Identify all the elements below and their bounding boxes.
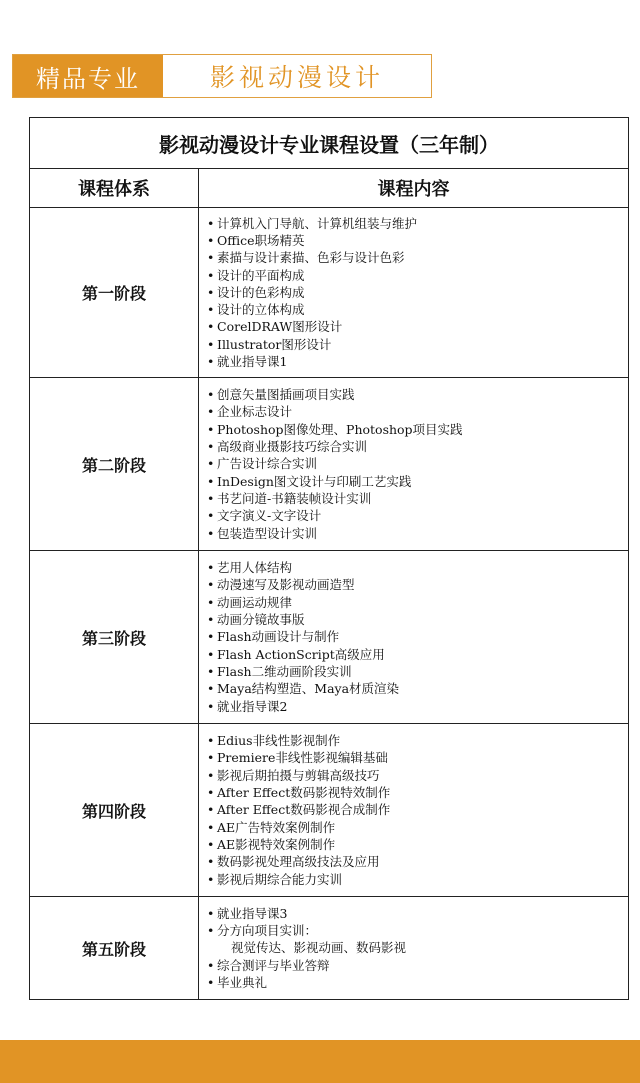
course-item: • Edius非线性影视制作 [207, 732, 628, 749]
course-item: • 设计的立体构成 [207, 301, 628, 318]
course-item: • InDesign图文设计与印刷工艺实践 [207, 473, 628, 490]
course-item: • 就业指导课2 [207, 698, 628, 715]
course-item: • Photoshop图像处理、Photoshop项目实践 [207, 421, 628, 438]
stage-name: 第一阶段 [30, 208, 199, 378]
column-header-content: 课程内容 [199, 169, 629, 208]
stage-name: 第二阶段 [30, 378, 199, 551]
course-item: • 素描与设计素描、色彩与设计色彩 [207, 249, 628, 266]
course-item: • 分方向项目实训： [207, 922, 628, 939]
course-item: • AE影视特效案例制作 [207, 836, 628, 853]
course-item: • 创意矢量图插画项目实践 [207, 386, 628, 403]
course-item: • 企业标志设计 [207, 403, 628, 420]
course-item: • Flash动画设计与制作 [207, 628, 628, 645]
course-item: • 文字演义-文字设计 [207, 507, 628, 524]
course-item: • After Effect数码影视合成制作 [207, 801, 628, 818]
stage-content [199, 551, 629, 724]
course-item: • Illustrator图形设计 [207, 336, 628, 353]
course-item: • Flash ActionScript高级应用 [207, 646, 628, 663]
table-row [30, 897, 629, 1000]
course-item: • 影视后期综合能力实训 [207, 871, 628, 888]
course-item: • 综合测评与毕业答辩 [207, 957, 628, 974]
table-title: 影视动漫设计专业课程设置（三年制） [30, 118, 629, 169]
course-item: • 包装造型设计实训 [207, 525, 628, 542]
column-header-system: 课程体系 [30, 169, 199, 208]
course-item: • 就业指导课1 [207, 353, 628, 370]
course-item: • 书艺问道-书籍装帧设计实训 [207, 490, 628, 507]
course-item: • 毕业典礼 [207, 974, 628, 991]
stage-name: 第三阶段 [30, 551, 199, 724]
course-item: • Maya结构塑造、Maya材质渲染 [207, 680, 628, 697]
stage-name: 第四阶段 [30, 724, 199, 897]
course-item: • 设计的色彩构成 [207, 284, 628, 301]
course-item: • 就业指导课3 [207, 905, 628, 922]
table-row [30, 208, 629, 378]
table-row [30, 724, 629, 897]
course-item: • CorelDRAW图形设计 [207, 318, 628, 335]
course-item: • Premiere非线性影视编辑基础 [207, 749, 628, 766]
course-item: • 艺用人体结构 [207, 559, 628, 576]
course-item: • 动画运动规律 [207, 594, 628, 611]
course-item: • 动画分镜故事版 [207, 611, 628, 628]
course-item: • Office职场精英 [207, 232, 628, 249]
stage-content [199, 724, 629, 897]
footer-bar [0, 1040, 640, 1083]
course-item: • After Effect数码影视特效制作 [207, 784, 628, 801]
course-item: • 影视后期拍摄与剪辑高级技巧 [207, 767, 628, 784]
stage-content [199, 897, 629, 1000]
course-table [29, 117, 629, 1000]
table-row [30, 551, 629, 724]
course-item: • 动漫速写及影视动画造型 [207, 576, 628, 593]
course-item: • 设计的平面构成 [207, 267, 628, 284]
course-item: • 计算机入门导航、计算机组装与维护 [207, 215, 628, 232]
table-row [30, 378, 629, 551]
stage-content [199, 208, 629, 378]
course-item: • 高级商业摄影技巧综合实训 [207, 438, 628, 455]
section-header [12, 54, 432, 98]
stage-name: 第五阶段 [30, 897, 199, 1000]
course-item: • AE广告特效案例制作 [207, 819, 628, 836]
course-item: • 数码影视处理高级技法及应用 [207, 853, 628, 870]
course-item: • 广告设计综合实训 [207, 455, 628, 472]
stage-content [199, 378, 629, 551]
course-item: 视觉传达、影视动画、数码影视 [231, 940, 407, 956]
header-title: 影视动漫设计 [209, 63, 384, 92]
course-item: • Flash二维动画阶段实训 [207, 663, 628, 680]
header-tag: 精品专业 [13, 55, 163, 97]
